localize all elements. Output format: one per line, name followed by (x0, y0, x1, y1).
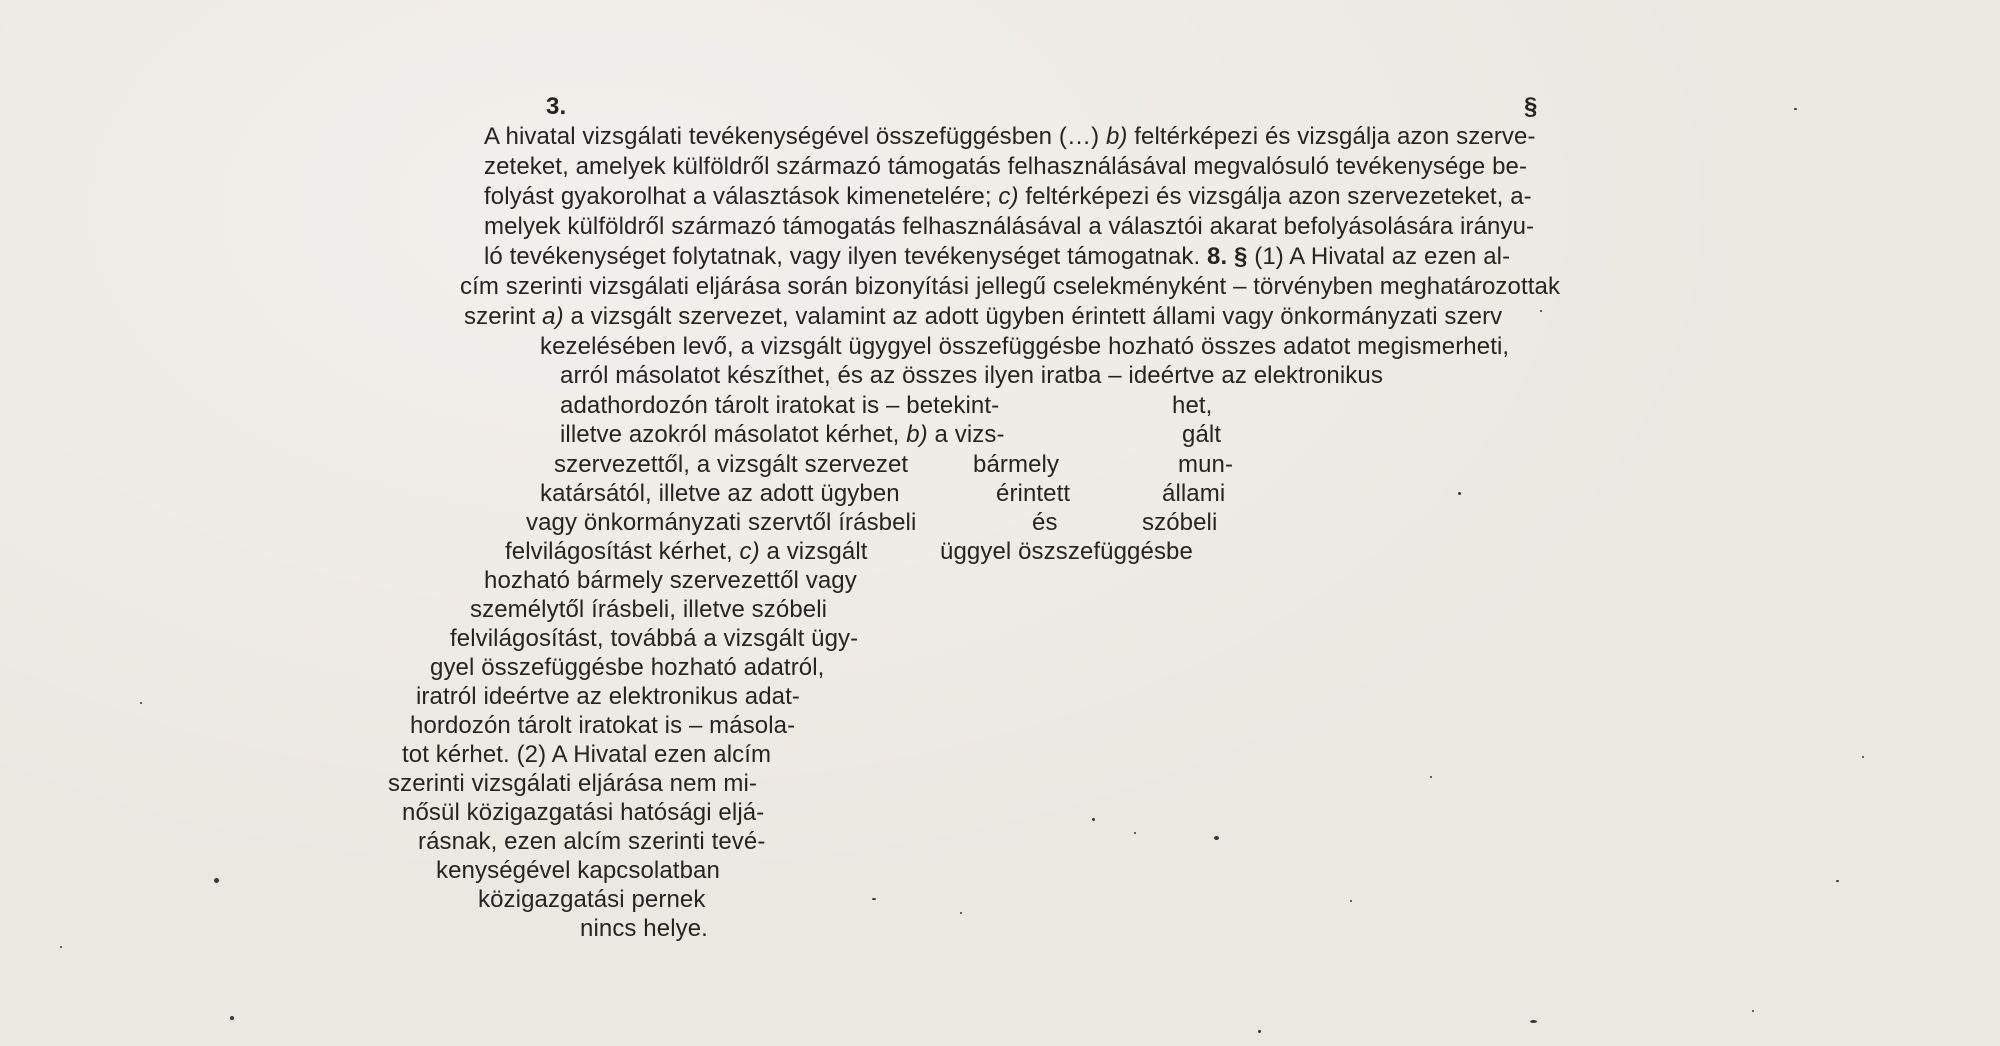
section-mark: § (1524, 93, 1538, 120)
paper-speck (1258, 1030, 1261, 1033)
paper-speck (60, 946, 62, 948)
text-line-13-right: állami (1162, 480, 1226, 507)
paper-speck (1530, 1020, 1537, 1023)
text-line-1: A hivatal vizsgálati tevékenységével összefüggésben (…) b) feltérképezi és vizsgálja azon szerve- (484, 123, 1536, 150)
paper-speck (1836, 880, 1839, 882)
text-line-10-left: adathordozón tárolt iratokat is – betekint- (560, 392, 1000, 419)
text-line-19: gyel összefüggésbe hozható adatról, (430, 654, 825, 681)
text-line-17: személytől írásbeli, illetve szóbeli (470, 596, 828, 623)
text-line-15-left: felvilágosítást kérhet, c) a vizsgált (505, 538, 868, 565)
text-line-18: felvilágosítást, továbbá a vizsgált ügy- (450, 625, 859, 652)
text-line-6: cím szerinti vizsgálati eljárása során bizonyítási jellegű cselekményként – törvényben meghatározottak (460, 273, 1561, 300)
paper-speck (1540, 310, 1542, 312)
paper-speck (214, 878, 219, 883)
text-line-8: kezelésében levő, a vizsgált ügygyel összefüggésbe hozható összes adatot megismerheti, (540, 333, 1510, 360)
text-line-20: iratról ideértve az elektronikus adat- (416, 683, 800, 710)
text-line-13-left: katársától, illetve az adott ügyben (540, 480, 900, 507)
text-line-15-right: üggyel öszszefüggésbe (940, 538, 1193, 565)
text-line-9: arról másolatot készíthet, és az összes ilyen iratba – ideértve az elektronikus (560, 362, 1383, 389)
text-line-12-left: szervezettől, a vizsgált szervezet (554, 451, 909, 478)
text-line-2: zeteket, amelyek külföldről származó támogatás felhasználásával megvalósuló tevékenysége be- (484, 153, 1528, 180)
paper-speck (1350, 900, 1352, 902)
paper-speck (1752, 1010, 1754, 1012)
text-line-22: tot kérhet. (2) A Hivatal ezen alcím (402, 741, 772, 768)
text-line-25: rásnak, ezen alcím szerinti tevé- (418, 828, 766, 855)
text-line-11-left: illetve azokról másolatot kérhet, b) a vizs- (560, 421, 1005, 448)
text-line-23: szerinti vizsgálati eljárása nem mi- (388, 770, 758, 797)
text-line-24: nősül közigazgatási hatósági eljá- (402, 799, 765, 826)
text-line-14-left: vagy önkormányzati szervtől írásbeli (526, 509, 917, 536)
paper-speck (1458, 492, 1461, 495)
text-line-7: szerint a) a vizsgált szervezet, valamint az adott ügyben érintett állami vagy önkormányzati szerv (464, 303, 1503, 330)
paper-speck (1862, 756, 1864, 758)
paper-speck (1134, 832, 1136, 834)
text-line-14-right: szóbeli (1142, 509, 1218, 536)
paper-speck (230, 1016, 234, 1020)
text-line-14-mid: és (1032, 509, 1058, 536)
paper-speck (960, 912, 962, 914)
text-line-16: hozható bármely szervezettől vagy (484, 567, 857, 594)
text-line-13-mid: érintett (996, 480, 1071, 507)
text-line-26: kenységével kapcsolatban (436, 857, 720, 884)
paper-speck (1214, 836, 1219, 840)
text-line-12-right: mun- (1178, 451, 1234, 478)
text-line-4: melyek külföldről származó támogatás felhasználásával a választói akarat befolyásolására irányu- (484, 213, 1535, 240)
paper-speck (872, 898, 876, 900)
section-number: 3. (546, 93, 567, 120)
text-line-10-right: het, (1172, 392, 1213, 419)
text-line-28: nincs helye. (580, 915, 708, 942)
text-line-21: hordozón tárolt iratokat is – másola- (410, 712, 796, 739)
text-line-11-right: gált (1182, 421, 1222, 448)
text-line-5: ló tevékenységet folytatnak, vagy ilyen tevékenységet támogatnak. 8. § (1) A Hivatal az ezen al- (484, 243, 1511, 270)
paper-speck (140, 702, 142, 704)
text-line-12-mid: bármely (973, 451, 1060, 478)
paper-speck (1092, 818, 1095, 821)
paper-speck (1794, 108, 1797, 110)
paper-speck (1430, 776, 1432, 778)
text-line-3: folyást gyakorolhat a választások kimenetelére; c) feltérképezi és vizsgálja azon szervezeteket, a- (484, 183, 1532, 210)
text-line-27: közigazgatási pernek (478, 886, 706, 913)
